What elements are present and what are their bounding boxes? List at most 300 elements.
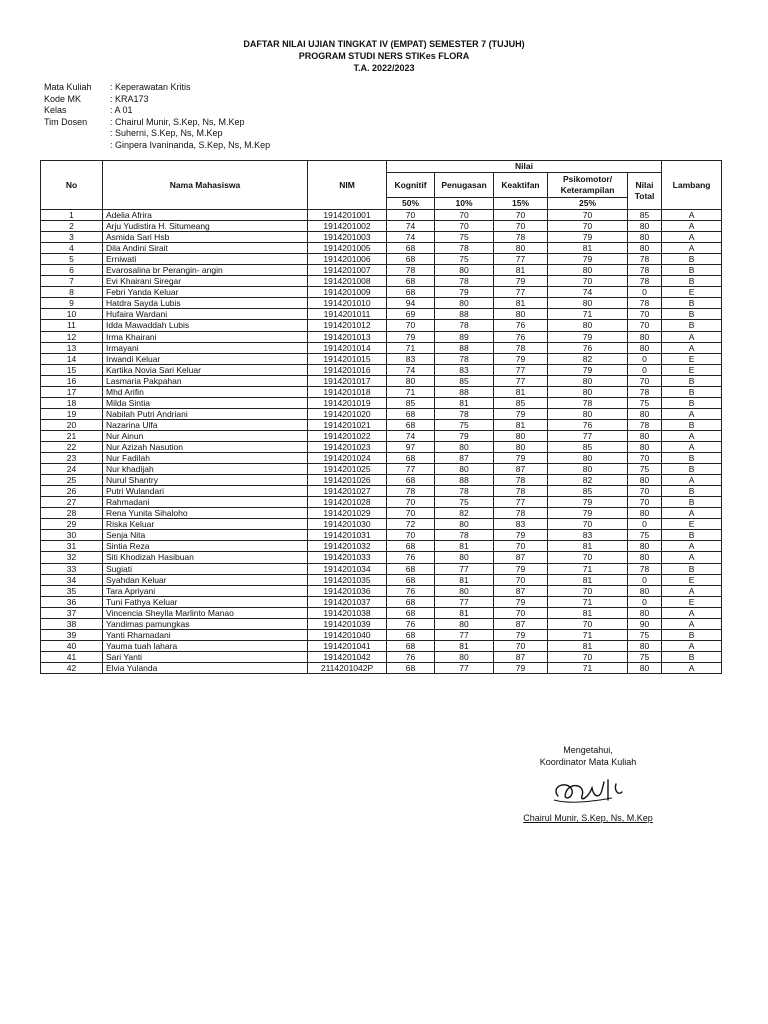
cell-nilai-total: 75 xyxy=(628,629,662,640)
cell-keaktifan: 80 xyxy=(494,441,548,452)
cell-no: 38 xyxy=(41,618,103,629)
table-row xyxy=(41,629,722,640)
cell-nama: Evarosalina br Perangin- angin xyxy=(103,265,308,276)
table-row xyxy=(41,353,722,364)
cell-psikomotor: 79 xyxy=(548,364,628,375)
cell-no: 11 xyxy=(41,320,103,331)
title-line-3: T.A. 2022/2023 xyxy=(353,63,415,73)
cell-penugasan: 70 xyxy=(435,210,494,221)
cell-lambang: A xyxy=(662,607,722,618)
cell-nim: 1914201012 xyxy=(308,320,387,331)
cell-no: 10 xyxy=(41,309,103,320)
table-row xyxy=(41,607,722,618)
cell-no: 34 xyxy=(41,574,103,585)
cell-no: 35 xyxy=(41,585,103,596)
cell-keaktifan: 78 xyxy=(494,232,548,243)
cell-nim: 1914201014 xyxy=(308,342,387,353)
cell-kognitif: 72 xyxy=(387,519,435,530)
cell-nama: Mhd Arifin xyxy=(103,386,308,397)
cell-lambang: A xyxy=(662,618,722,629)
cell-keaktifan: 80 xyxy=(494,309,548,320)
table-row xyxy=(41,276,722,287)
cell-psikomotor: 79 xyxy=(548,232,628,243)
table-row xyxy=(41,519,722,530)
cell-keaktifan: 79 xyxy=(494,596,548,607)
cell-nilai-total: 78 xyxy=(628,386,662,397)
cell-keaktifan: 79 xyxy=(494,530,548,541)
cell-nim: 1914201033 xyxy=(308,552,387,563)
cell-nilai-total: 80 xyxy=(628,541,662,552)
cell-nim: 1914201035 xyxy=(308,574,387,585)
table-row xyxy=(41,364,722,375)
cell-nim: 1914201013 xyxy=(308,331,387,342)
cell-lambang: B xyxy=(662,386,722,397)
cell-nim: 1914201034 xyxy=(308,563,387,574)
cell-psikomotor: 71 xyxy=(548,629,628,640)
cell-kognitif: 71 xyxy=(387,386,435,397)
cell-lambang: A xyxy=(662,508,722,519)
cell-keaktifan: 80 xyxy=(494,243,548,254)
cell-psikomotor: 81 xyxy=(548,243,628,254)
cell-kognitif: 70 xyxy=(387,497,435,508)
cell-lambang: A xyxy=(662,541,722,552)
dosen-3: : Ginpera Ivaninanda, S.Kep, Ns, M.Kep xyxy=(110,139,271,150)
cell-psikomotor: 83 xyxy=(548,530,628,541)
cell-keaktifan: 87 xyxy=(494,552,548,563)
cell-lambang: A xyxy=(662,243,722,254)
cell-nama: Yandimas pamungkas xyxy=(103,618,308,629)
cell-no: 5 xyxy=(41,254,103,265)
cell-keaktifan: 78 xyxy=(494,486,548,497)
cell-penugasan: 82 xyxy=(435,508,494,519)
cell-penugasan: 80 xyxy=(435,651,494,662)
signature-line-1: Mengetahui, xyxy=(563,745,613,755)
cell-nama: Nurul Shantry xyxy=(103,475,308,486)
cell-psikomotor: 76 xyxy=(548,342,628,353)
cell-kognitif: 77 xyxy=(387,464,435,475)
dosen-1: : Chairul Munir, S.Kep, Ns, M.Kep xyxy=(110,116,245,127)
table-row xyxy=(41,221,722,232)
cell-no: 25 xyxy=(41,475,103,486)
cell-kognitif: 68 xyxy=(387,596,435,607)
cell-nim: 1914201030 xyxy=(308,519,387,530)
table-row xyxy=(41,441,722,452)
cell-keaktifan: 70 xyxy=(494,210,548,221)
psikomotor-label: Psikomotor/ xyxy=(562,174,613,184)
cell-no: 33 xyxy=(41,563,103,574)
cell-penugasan: 70 xyxy=(435,221,494,232)
cell-keaktifan: 78 xyxy=(494,508,548,519)
cell-kognitif: 68 xyxy=(387,629,435,640)
table-row xyxy=(41,651,722,662)
cell-lambang: A xyxy=(662,210,722,221)
cell-nilai-total: 80 xyxy=(628,221,662,232)
cell-kognitif: 68 xyxy=(387,475,435,486)
cell-keaktifan: 79 xyxy=(494,353,548,364)
cell-nilai-total: 70 xyxy=(628,453,662,464)
cell-psikomotor: 81 xyxy=(548,640,628,651)
cell-lambang: B xyxy=(662,629,722,640)
cell-nama: Dila Andini Sirait xyxy=(103,243,308,254)
cell-kognitif: 71 xyxy=(387,342,435,353)
cell-psikomotor: 82 xyxy=(548,353,628,364)
cell-kognitif: 79 xyxy=(387,331,435,342)
nilai-total-label-2: Total xyxy=(634,191,655,201)
cell-no: 29 xyxy=(41,519,103,530)
cell-lambang: A xyxy=(662,221,722,232)
cell-keaktifan: 70 xyxy=(494,221,548,232)
cell-penugasan: 77 xyxy=(435,563,494,574)
tim-dosen-label: Tim Dosen xyxy=(44,116,88,127)
cell-kognitif: 68 xyxy=(387,276,435,287)
course-info xyxy=(44,82,270,151)
cell-penugasan: 83 xyxy=(435,364,494,375)
cell-penugasan: 79 xyxy=(435,287,494,298)
cell-nim: 1914201039 xyxy=(308,618,387,629)
cell-penugasan: 87 xyxy=(435,453,494,464)
cell-no: 14 xyxy=(41,353,103,364)
cell-lambang: B xyxy=(662,651,722,662)
cell-penugasan: 81 xyxy=(435,397,494,408)
table-row xyxy=(41,397,722,408)
cell-lambang: E xyxy=(662,574,722,585)
cell-lambang: E xyxy=(662,364,722,375)
table-row xyxy=(41,375,722,386)
table-row xyxy=(41,331,722,342)
cell-nama: Nabilah Putri Andriani xyxy=(103,408,308,419)
cell-nim: 1914201023 xyxy=(308,441,387,452)
cell-psikomotor: 80 xyxy=(548,265,628,276)
cell-nim: 1914201019 xyxy=(308,397,387,408)
kelas-label: Kelas xyxy=(44,105,67,115)
cell-nama: Tuni Fathya Keluar xyxy=(103,596,308,607)
cell-no: 18 xyxy=(41,397,103,408)
cell-penugasan: 78 xyxy=(435,530,494,541)
document-title xyxy=(0,38,768,74)
cell-penugasan: 78 xyxy=(435,320,494,331)
cell-nim: 1914201007 xyxy=(308,265,387,276)
cell-kognitif: 68 xyxy=(387,541,435,552)
cell-penugasan: 80 xyxy=(435,298,494,309)
cell-kognitif: 76 xyxy=(387,585,435,596)
keterampilan-label: Keterampilan xyxy=(560,185,615,195)
cell-psikomotor: 85 xyxy=(548,486,628,497)
cell-no: 17 xyxy=(41,386,103,397)
cell-psikomotor: 79 xyxy=(548,254,628,265)
cell-penugasan: 78 xyxy=(435,276,494,287)
cell-nama: Tara Apriyani xyxy=(103,585,308,596)
table-row xyxy=(41,486,722,497)
cell-kognitif: 69 xyxy=(387,309,435,320)
cell-kognitif: 74 xyxy=(387,232,435,243)
cell-penugasan: 80 xyxy=(435,585,494,596)
weight-penugasan: 10% xyxy=(435,198,494,210)
cell-psikomotor: 80 xyxy=(548,453,628,464)
grades-body xyxy=(41,210,722,674)
cell-no: 16 xyxy=(41,375,103,386)
cell-nim: 1914201005 xyxy=(308,243,387,254)
cell-lambang: B xyxy=(662,453,722,464)
cell-penugasan: 81 xyxy=(435,541,494,552)
cell-nama: Erniwati xyxy=(103,254,308,265)
cell-nama: Idda Mawaddah Lubis xyxy=(103,320,308,331)
cell-nama: Putri Wulandari xyxy=(103,486,308,497)
cell-lambang: B xyxy=(662,563,722,574)
cell-no: 20 xyxy=(41,419,103,430)
cell-nama: Asmida Sari Hsb xyxy=(103,232,308,243)
cell-keaktifan: 83 xyxy=(494,519,548,530)
cell-keaktifan: 76 xyxy=(494,331,548,342)
cell-kognitif: 76 xyxy=(387,651,435,662)
cell-nilai-total: 70 xyxy=(628,497,662,508)
cell-no: 19 xyxy=(41,408,103,419)
cell-nama: Nur Ainun xyxy=(103,430,308,441)
cell-keaktifan: 85 xyxy=(494,397,548,408)
cell-penugasan: 75 xyxy=(435,497,494,508)
col-header-lambang: Lambang xyxy=(662,161,722,210)
cell-keaktifan: 81 xyxy=(494,419,548,430)
cell-nama: Senja Nita xyxy=(103,530,308,541)
cell-lambang: E xyxy=(662,596,722,607)
cell-lambang: A xyxy=(662,552,722,563)
cell-kognitif: 70 xyxy=(387,320,435,331)
cell-nim: 1914201031 xyxy=(308,530,387,541)
cell-kognitif: 94 xyxy=(387,298,435,309)
cell-psikomotor: 70 xyxy=(548,552,628,563)
cell-penugasan: 80 xyxy=(435,441,494,452)
cell-nilai-total: 78 xyxy=(628,254,662,265)
cell-no: 42 xyxy=(41,662,103,673)
cell-nilai-total: 80 xyxy=(628,607,662,618)
cell-nilai-total: 75 xyxy=(628,651,662,662)
cell-keaktifan: 79 xyxy=(494,662,548,673)
cell-psikomotor: 71 xyxy=(548,563,628,574)
cell-nilai-total: 78 xyxy=(628,276,662,287)
cell-nilai-total: 90 xyxy=(628,618,662,629)
cell-nilai-total: 80 xyxy=(628,585,662,596)
table-row xyxy=(41,309,722,320)
table-row xyxy=(41,243,722,254)
cell-nilai-total: 70 xyxy=(628,309,662,320)
cell-nim: 1914201028 xyxy=(308,497,387,508)
cell-keaktifan: 77 xyxy=(494,287,548,298)
cell-nim: 1914201017 xyxy=(308,375,387,386)
cell-penugasan: 75 xyxy=(435,232,494,243)
cell-kognitif: 68 xyxy=(387,254,435,265)
cell-lambang: A xyxy=(662,662,722,673)
cell-no: 1 xyxy=(41,210,103,221)
cell-keaktifan: 81 xyxy=(494,265,548,276)
cell-kognitif: 78 xyxy=(387,265,435,276)
cell-psikomotor: 80 xyxy=(548,298,628,309)
table-row xyxy=(41,386,722,397)
cell-no: 32 xyxy=(41,552,103,563)
cell-no: 31 xyxy=(41,541,103,552)
cell-nim: 1914201008 xyxy=(308,276,387,287)
table-row xyxy=(41,508,722,519)
cell-lambang: A xyxy=(662,342,722,353)
cell-kognitif: 68 xyxy=(387,563,435,574)
cell-nama: Adelia Afrira xyxy=(103,210,308,221)
cell-penugasan: 80 xyxy=(435,618,494,629)
cell-nilai-total: 0 xyxy=(628,287,662,298)
cell-keaktifan: 70 xyxy=(494,574,548,585)
table-row xyxy=(41,662,722,673)
cell-lambang: B xyxy=(662,375,722,386)
cell-no: 15 xyxy=(41,364,103,375)
cell-psikomotor: 70 xyxy=(548,519,628,530)
cell-keaktifan: 70 xyxy=(494,640,548,651)
handwritten-signature xyxy=(508,768,668,812)
cell-psikomotor: 81 xyxy=(548,607,628,618)
cell-nim: 1914201002 xyxy=(308,221,387,232)
cell-psikomotor: 70 xyxy=(548,276,628,287)
nilai-total-label-1: Nilai xyxy=(635,180,654,190)
cell-nim: 1914201038 xyxy=(308,607,387,618)
cell-nilai-total: 80 xyxy=(628,342,662,353)
cell-nilai-total: 75 xyxy=(628,530,662,541)
cell-psikomotor: 79 xyxy=(548,331,628,342)
cell-nim: 1914201027 xyxy=(308,486,387,497)
table-row xyxy=(41,287,722,298)
cell-psikomotor: 70 xyxy=(548,210,628,221)
col-header-nim: NIM xyxy=(308,161,387,210)
cell-kognitif: 68 xyxy=(387,419,435,430)
cell-penugasan: 85 xyxy=(435,375,494,386)
table-row xyxy=(41,210,722,221)
cell-lambang: E xyxy=(662,353,722,364)
cell-keaktifan: 81 xyxy=(494,298,548,309)
cell-no: 2 xyxy=(41,221,103,232)
cell-nim: 1914201026 xyxy=(308,475,387,486)
cell-psikomotor: 78 xyxy=(548,397,628,408)
cell-nim: 1914201029 xyxy=(308,508,387,519)
kelas-value: : A 01 xyxy=(110,105,133,115)
cell-nim: 1914201024 xyxy=(308,453,387,464)
cell-nim: 1914201037 xyxy=(308,596,387,607)
cell-nim: 1914201025 xyxy=(308,464,387,475)
cell-kognitif: 76 xyxy=(387,618,435,629)
signature-line-2: Koordinator Mata Kuliah xyxy=(539,757,637,767)
cell-nim: 1914201022 xyxy=(308,430,387,441)
cell-nim: 1914201010 xyxy=(308,298,387,309)
cell-penugasan: 77 xyxy=(435,662,494,673)
cell-keaktifan: 79 xyxy=(494,563,548,574)
cell-nama: Arju Yudistira H. Situmeang xyxy=(103,221,308,232)
cell-lambang: B xyxy=(662,464,722,475)
cell-penugasan: 80 xyxy=(435,552,494,563)
cell-penugasan: 79 xyxy=(435,430,494,441)
col-header-psikomotor xyxy=(548,173,628,198)
cell-kognitif: 74 xyxy=(387,430,435,441)
cell-nilai-total: 85 xyxy=(628,210,662,221)
table-row xyxy=(41,640,722,651)
cell-nama: Nur Fadilah xyxy=(103,453,308,464)
kode-mk-value: : KRA173 xyxy=(110,93,149,104)
cell-penugasan: 77 xyxy=(435,596,494,607)
cell-kognitif: 74 xyxy=(387,364,435,375)
cell-nim: 2114201042P xyxy=(308,662,387,673)
col-header-no: No xyxy=(41,161,103,210)
cell-keaktifan: 70 xyxy=(494,541,548,552)
cell-penugasan: 78 xyxy=(435,243,494,254)
cell-nama: Syahdan Keluar xyxy=(103,574,308,585)
cell-nim: 1914201011 xyxy=(308,309,387,320)
cell-penugasan: 88 xyxy=(435,309,494,320)
cell-lambang: A xyxy=(662,232,722,243)
cell-keaktifan: 79 xyxy=(494,453,548,464)
cell-nama: Evi Khairani Siregar xyxy=(103,276,308,287)
table-row xyxy=(41,453,722,464)
cell-penugasan: 78 xyxy=(435,353,494,364)
table-row xyxy=(41,618,722,629)
cell-kognitif: 68 xyxy=(387,662,435,673)
col-header-nama: Nama Mahasiswa xyxy=(103,161,308,210)
cell-keaktifan: 79 xyxy=(494,408,548,419)
cell-lambang: B xyxy=(662,497,722,508)
info-row-dosen-3 xyxy=(44,140,270,152)
cell-nim: 1914201015 xyxy=(308,353,387,364)
cell-psikomotor: 79 xyxy=(548,508,628,519)
cell-nama: Kartika Novia Sari Keluar xyxy=(103,364,308,375)
cell-keaktifan: 78 xyxy=(494,475,548,486)
table-row xyxy=(41,585,722,596)
cell-lambang: B xyxy=(662,309,722,320)
cell-nim: 1914201021 xyxy=(308,419,387,430)
weight-psikomotor: 25% xyxy=(548,198,628,210)
cell-psikomotor: 80 xyxy=(548,464,628,475)
cell-psikomotor: 70 xyxy=(548,221,628,232)
cell-penugasan: 75 xyxy=(435,254,494,265)
table-row xyxy=(41,419,722,430)
cell-lambang: A xyxy=(662,640,722,651)
cell-lambang: A xyxy=(662,430,722,441)
cell-penugasan: 80 xyxy=(435,464,494,475)
cell-kognitif: 78 xyxy=(387,486,435,497)
cell-no: 27 xyxy=(41,497,103,508)
cell-lambang: B xyxy=(662,298,722,309)
cell-nama: Siti Khodizah Hasibuan xyxy=(103,552,308,563)
cell-kognitif: 68 xyxy=(387,287,435,298)
col-header-kognitif: Kognitif xyxy=(387,173,435,198)
cell-kognitif: 70 xyxy=(387,530,435,541)
cell-lambang: A xyxy=(662,585,722,596)
cell-nilai-total: 80 xyxy=(628,441,662,452)
cell-psikomotor: 81 xyxy=(548,541,628,552)
cell-nama: Yauma tuah lahara xyxy=(103,640,308,651)
cell-nim: 1914201001 xyxy=(308,210,387,221)
cell-psikomotor: 82 xyxy=(548,475,628,486)
cell-nama: Sintia Reza xyxy=(103,541,308,552)
cell-nilai-total: 80 xyxy=(628,640,662,651)
cell-no: 9 xyxy=(41,298,103,309)
cell-nilai-total: 80 xyxy=(628,408,662,419)
cell-nama: Nur Azizah Nasution xyxy=(103,441,308,452)
cell-keaktifan: 81 xyxy=(494,386,548,397)
cell-no: 6 xyxy=(41,265,103,276)
mata-kuliah-label: Mata Kuliah xyxy=(44,82,92,92)
cell-psikomotor: 80 xyxy=(548,408,628,419)
grades-table xyxy=(40,160,722,674)
cell-kognitif: 83 xyxy=(387,353,435,364)
cell-penugasan: 89 xyxy=(435,331,494,342)
cell-lambang: B xyxy=(662,486,722,497)
cell-nama: Nazarina Ulfa xyxy=(103,419,308,430)
cell-nilai-total: 0 xyxy=(628,574,662,585)
cell-nama: Irma Khairani xyxy=(103,331,308,342)
cell-psikomotor: 77 xyxy=(548,430,628,441)
cell-lambang: B xyxy=(662,419,722,430)
